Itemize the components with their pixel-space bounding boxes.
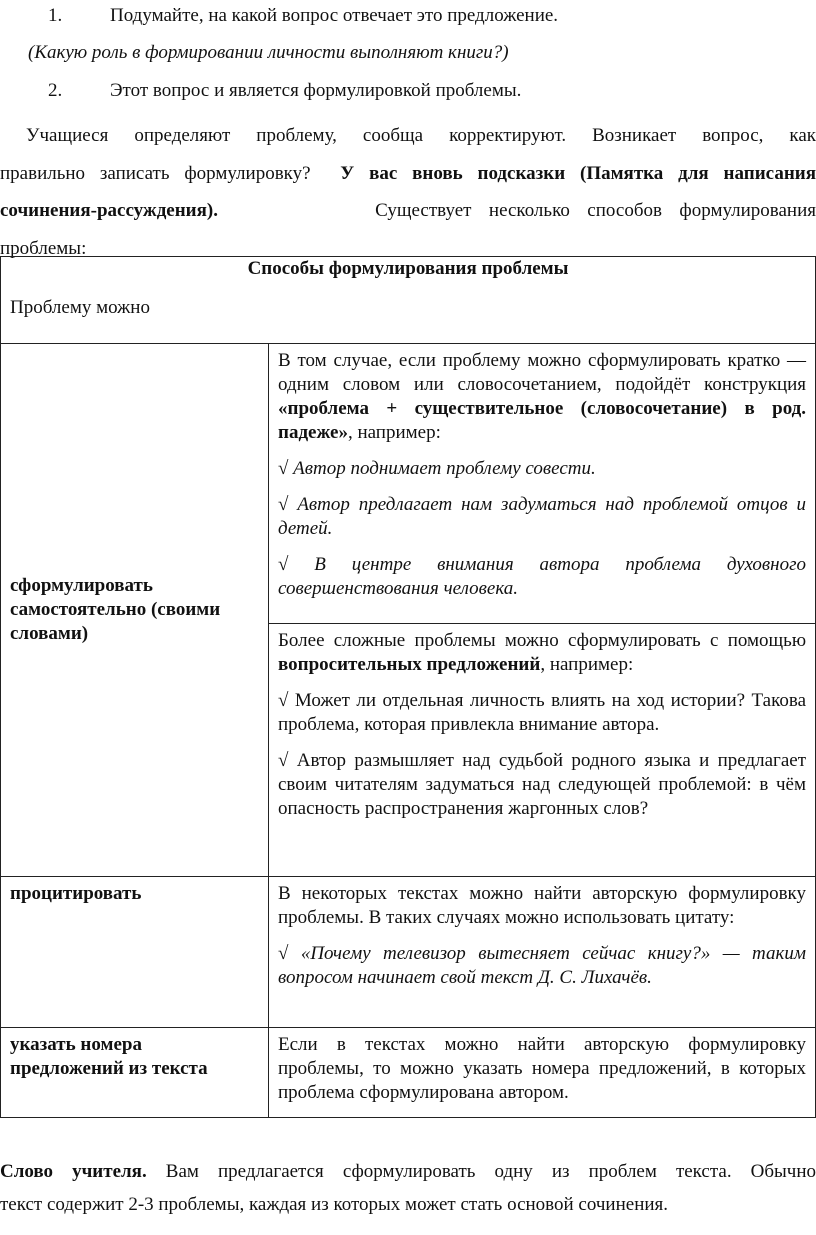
method-intro: В том случае, если проблему можно сформулировать кратко — одним словом или словосочетанием, подойдёт конструкция «проблема + существительное (словосочетание) в род. падеже», например:: [278, 350, 807, 443]
paragraph-line: Учащиеся определяют проблему, сообща корректируют. Возникает вопрос, как: [26, 125, 816, 146]
step-hint: (Какую роль в формировании личности выполняют книги?): [28, 42, 509, 63]
example-item: √ Автор поднимает проблему совести.: [278, 458, 596, 479]
intro-paragraph: [0, 117, 816, 267]
table-row: [1, 344, 816, 624]
method-description-cell: [269, 1028, 816, 1118]
method-text: Если в текстах можно найти авторскую формулировку проблемы, то можно указать номера предложений, в которых проблема сформулирована автором.: [278, 1034, 807, 1103]
method-cell: указать номера предложений из текста: [1, 1028, 269, 1118]
table-row: [1, 877, 816, 1028]
paragraph-line: проблемы:: [0, 237, 87, 259]
method-text: В некоторых текстах можно найти авторскую формулировку проблемы. В таких случаях можно использовать цитату:: [278, 883, 807, 928]
table-row: [1, 1028, 816, 1118]
method-description-cell: [269, 624, 816, 877]
example-item: √ Может ли отдельная личность влиять на ход истории? Такова проблема, которая привлекла внимание автора.: [278, 690, 807, 735]
method-cell: процитировать: [1, 877, 269, 1028]
methods-table: [0, 256, 816, 1118]
table-header-row: [1, 257, 816, 344]
step-text: Этот вопрос и является формулировкой проблемы.: [110, 80, 522, 101]
note-line: Слово учителя. Вам предлагается сформулировать одну из проблем текста. Обычно: [0, 1161, 816, 1182]
paragraph-line: сочинения-рассуждения). Существует несколько способов формулирования: [0, 200, 816, 221]
method-cell: сформулировать самостоятельно (своими словами): [1, 344, 269, 877]
table-title: Способы формулирования проблемы: [247, 258, 569, 279]
method-description-cell: [269, 877, 816, 1028]
paragraph-line: правильно записать формулировку? У вас вновь подсказки (Памятка для написания: [0, 162, 816, 184]
example-item: √ Автор размышляет над судьбой родного языка и предлагает своим читателям задуматься над следующей проблемой: в чём опасность распространения жаргонных слов?: [278, 750, 807, 819]
teacher-note: [0, 1155, 816, 1221]
table-header-cell: [1, 257, 816, 344]
method-intro: Более сложные проблемы можно сформулировать с помощью вопросительных предложений, например:: [278, 630, 807, 675]
note-line: текст содержит 2-3 проблемы, каждая из которых может стать основой сочинения.: [0, 1194, 669, 1215]
note-label: Слово учителя.: [0, 1161, 147, 1182]
step-number: 1.: [48, 5, 63, 26]
table-subtitle: Проблему можно: [10, 297, 150, 318]
example-item: √ Автор предлагает нам задуматься над проблемой отцов и детей.: [278, 494, 807, 539]
step-text: Подумайте, на какой вопрос отвечает это предложение.: [110, 5, 559, 26]
method-description-cell: [269, 344, 816, 624]
step-number: 2.: [48, 80, 63, 101]
example-item: √ «Почему телевизор вытесняет сейчас книгу?» — таким вопросом начинает свой текст Д. С. Лихачёв.: [278, 943, 807, 988]
example-item: √ В центре внимания автора проблема духовного совершенствования человека.: [278, 554, 807, 599]
